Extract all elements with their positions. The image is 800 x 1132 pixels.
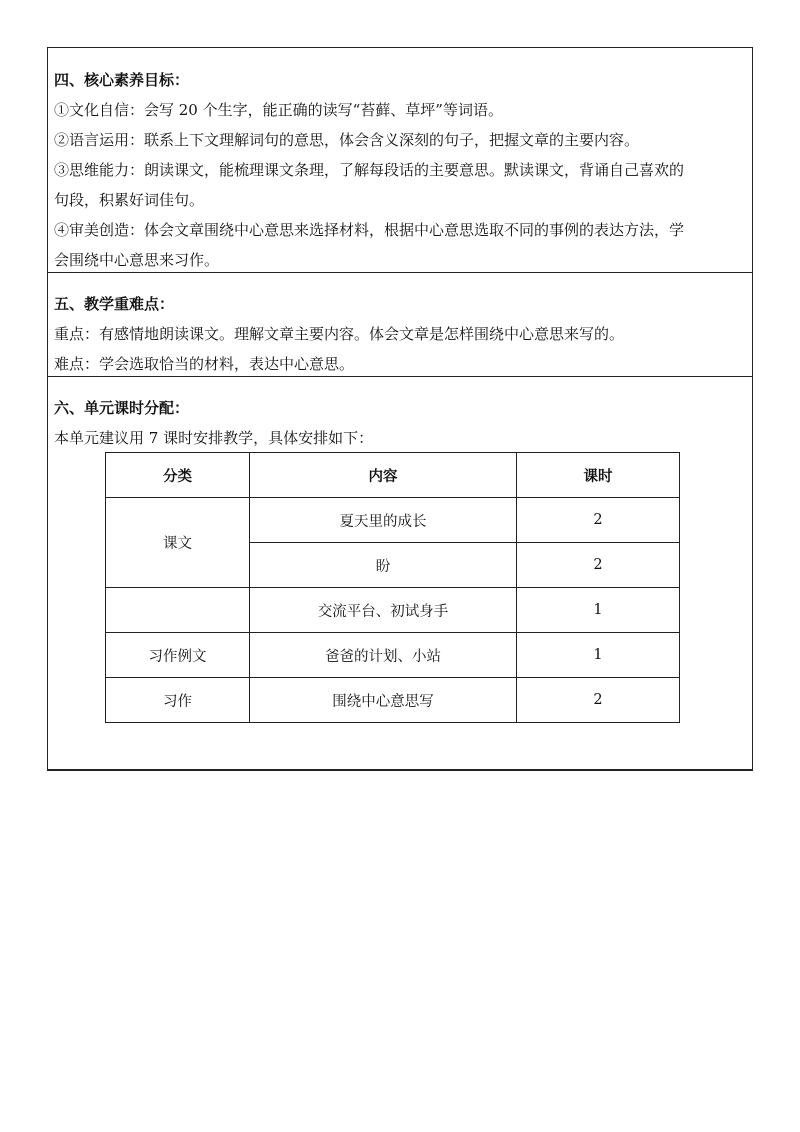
goal-line: 句段，积累好词佳句。 xyxy=(54,191,205,209)
hours-cell: 2 xyxy=(517,543,680,588)
header-hours: 课时 xyxy=(517,453,680,498)
goal-line: ④审美创造：体会文章围绕中心意思来选择材料，根据中心意思选取不同的事例的表达方法，学 xyxy=(54,221,685,239)
header-content: 内容 xyxy=(250,453,517,498)
hours-cell: 2 xyxy=(517,678,680,723)
hours-cell: 2 xyxy=(517,498,680,543)
section-key-difficult-points xyxy=(48,273,752,377)
table-row xyxy=(106,633,680,678)
section-heading: 六、单元课时分配： xyxy=(54,399,190,417)
content-cell: 围绕中心意思写 xyxy=(250,678,517,723)
section-core-literacy-goals xyxy=(48,48,752,273)
hours-cell: 1 xyxy=(517,633,680,678)
goal-line: ①文化自信：会写 20 个生字，能正确的读写“苔藓、草坪”等词语。 xyxy=(54,101,503,119)
allocation-intro: 本单元建议用 7 课时安排教学，具体安排如下： xyxy=(54,429,374,447)
goal-line: ③思维能力：朗读课文，能梳理课文条理，了解每段话的主要意思。默读课文，背诵自己喜欢的 xyxy=(54,161,685,179)
section-heading: 五、教学重难点： xyxy=(54,295,175,313)
content-cell: 爸爸的计划、小站 xyxy=(250,633,517,678)
goal-line: 会围绕中心意思来习作。 xyxy=(54,251,220,269)
content-cell: 交流平台、初试身手 xyxy=(250,588,517,633)
key-point-line: 重点：有感情地朗读课文。理解文章主要内容。体会文章是怎样围绕中心意思来写的。 xyxy=(54,325,625,343)
table-row xyxy=(106,498,680,543)
table-header-row xyxy=(106,453,680,498)
lesson-allocation-table xyxy=(105,452,680,723)
table-row xyxy=(106,588,680,633)
content-cell: 夏天里的成长 xyxy=(250,498,517,543)
category-cell: 习作 xyxy=(106,678,250,723)
content-cell: 盼 xyxy=(250,543,517,588)
lesson-plan-frame xyxy=(47,47,753,771)
category-cell: 习作例文 xyxy=(106,633,250,678)
section-heading: 四、核心素养目标： xyxy=(54,71,190,89)
goal-line: ②语言运用：联系上下文理解词句的意思，体会含义深刻的句子，把握文章的主要内容。 xyxy=(54,131,640,149)
category-cell xyxy=(106,588,250,633)
header-category: 分类 xyxy=(106,453,250,498)
table-row xyxy=(106,678,680,723)
category-cell: 课文 xyxy=(106,498,250,588)
difficult-point-line: 难点：学会选取恰当的材料，表达中心意思。 xyxy=(54,355,355,373)
hours-cell: 1 xyxy=(517,588,680,633)
